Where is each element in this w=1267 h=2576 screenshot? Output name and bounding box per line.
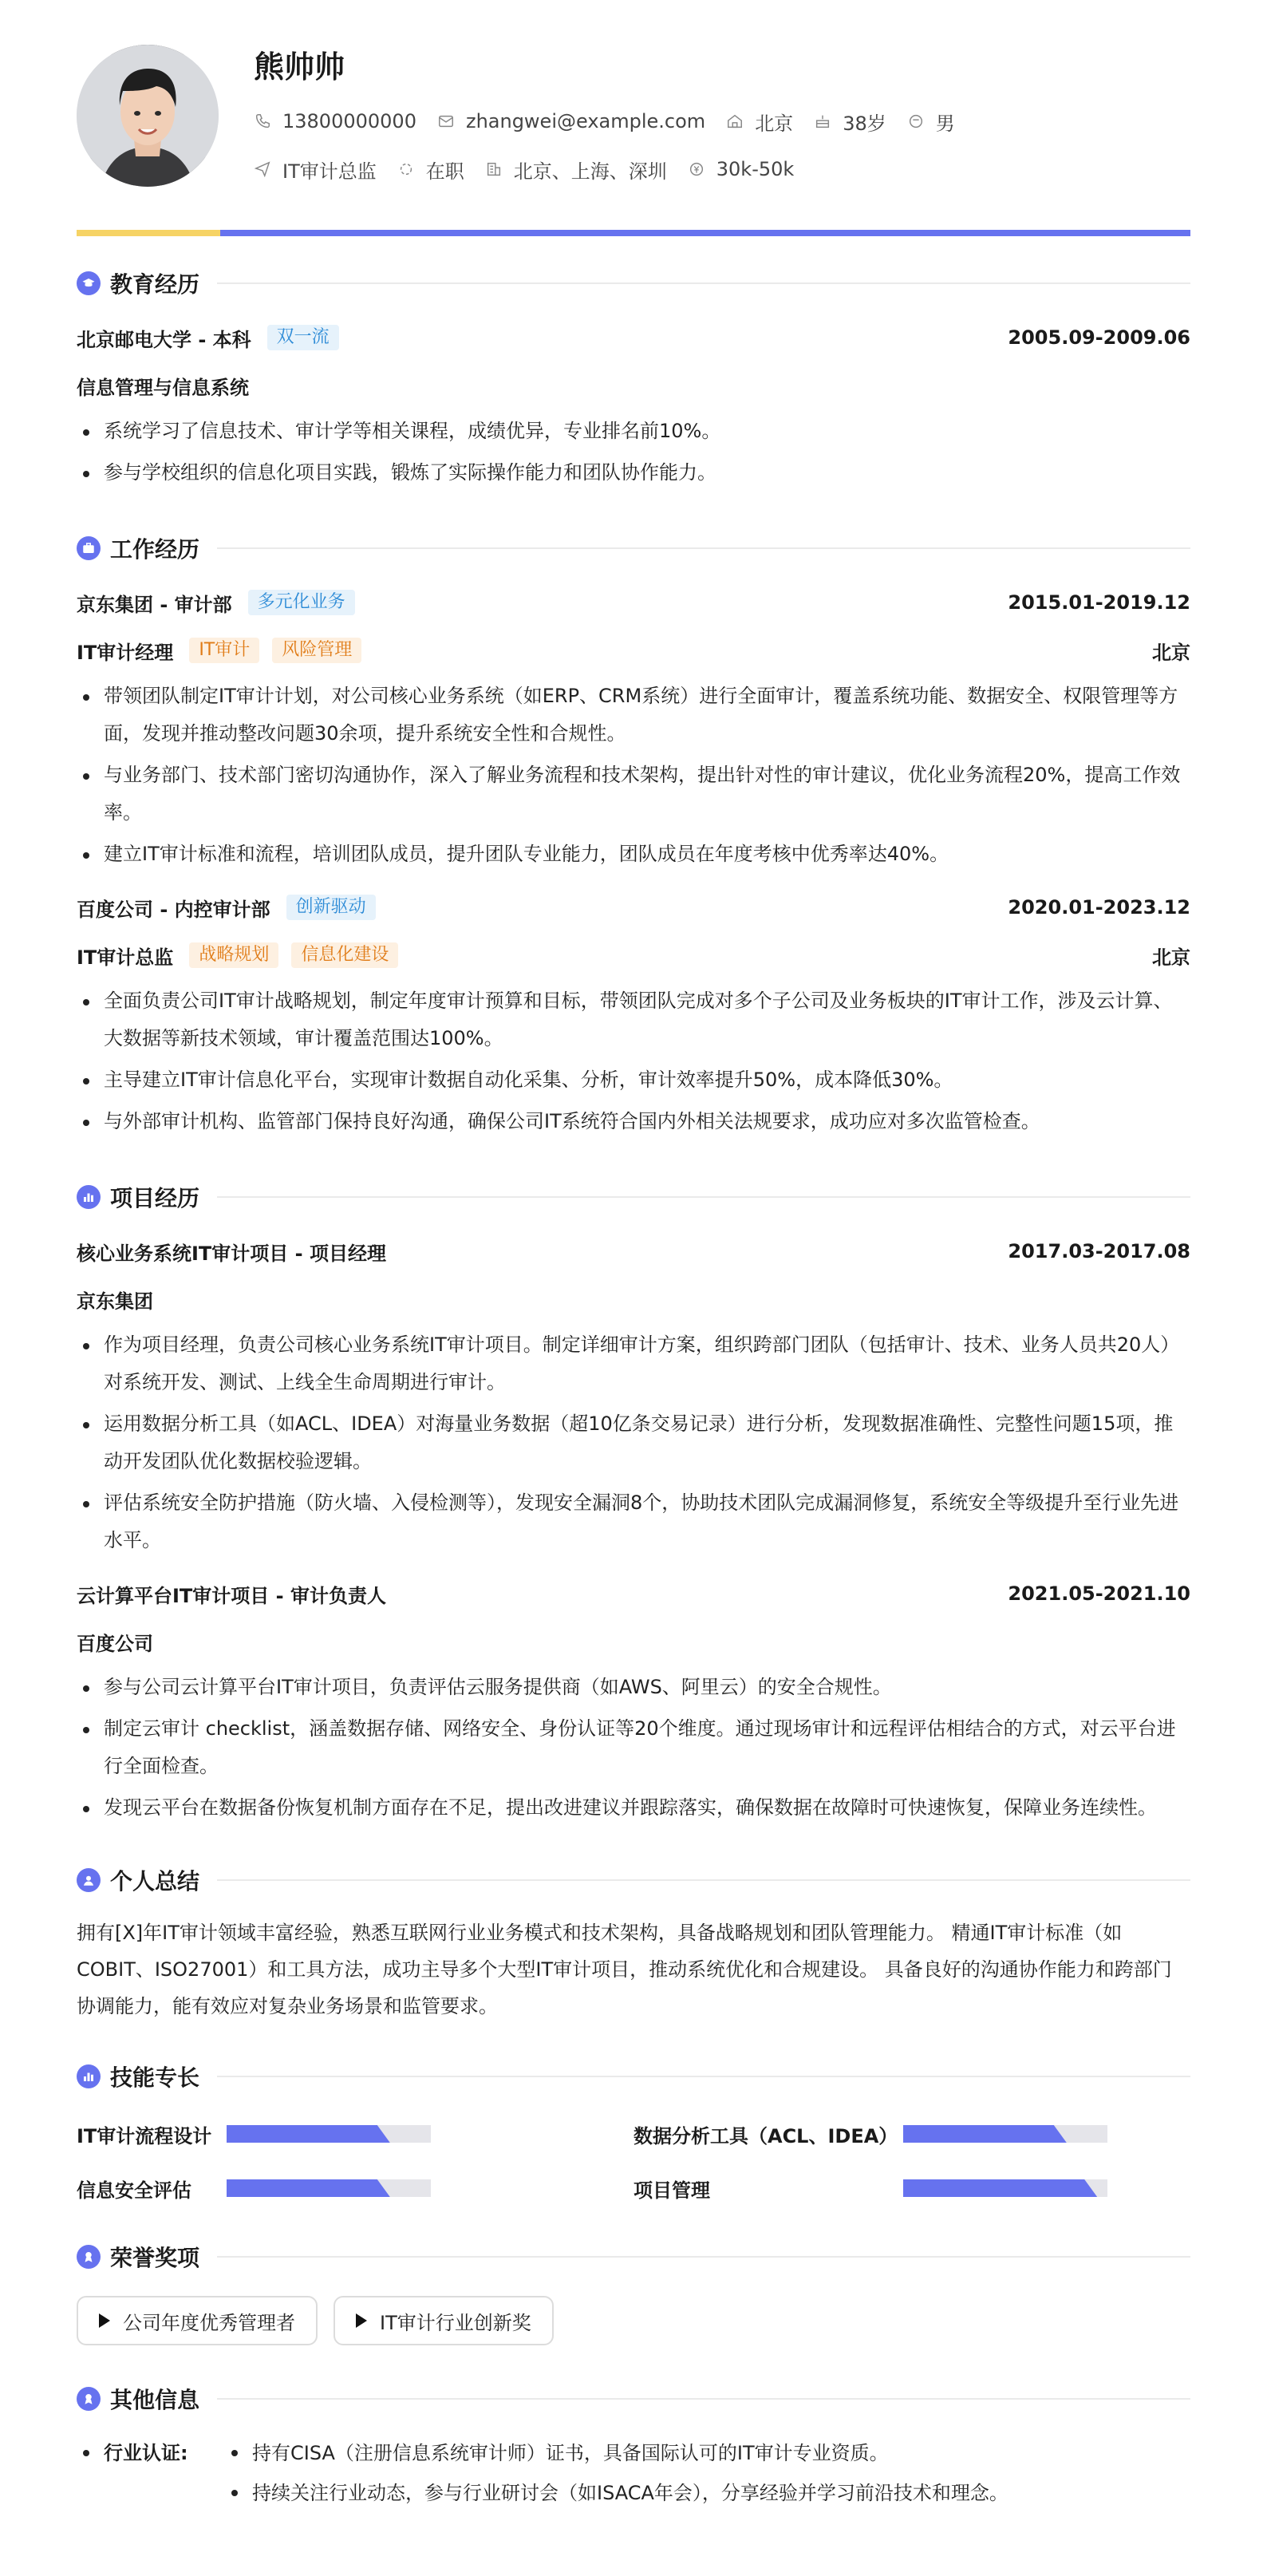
skill-name: 数据分析工具（ACL、IDEA） [634,2124,898,2147]
award-chip [334,2296,554,2345]
briefcase-icon [77,536,101,560]
certification-label: 行业认证: [77,2433,225,2513]
education-entry-head [77,321,1190,354]
education-bullets [77,410,1190,493]
project-bullets [77,1666,1190,1828]
list-item: 参与公司云计算平台IT审计项目，负责评估云服务提供商（如AWS、阿里云）的安全合规性。 [77,1666,1190,1708]
section-education [77,267,1190,300]
job-title: IT审计经理 [77,641,174,664]
list-item: 与业务部门、技术部门密切沟通协作，深入了解业务流程和技术架构，提出针对性的审计建议，优化业务流程20%，提高工作效率。 [77,754,1190,833]
award-label: IT审计行业创新奖 [380,2311,531,2334]
project-name: 核心业务系统IT审计项目 - 项目经理 [77,1242,386,1265]
work-title-row [77,634,1190,667]
project-org: 京东集团 [77,1290,153,1313]
skill-item [77,2168,634,2208]
cake-icon [814,113,831,130]
section-title-skills: 技能专长 [110,2064,200,2091]
project-bullets [77,1324,1190,1561]
play-icon [356,2313,367,2328]
user-icon [77,1868,101,1892]
send-icon [254,160,271,178]
gender-item [907,108,955,136]
project-org-row [77,1625,1190,1658]
play-icon [99,2313,110,2328]
project-name: 云计算平台IT审计项目 - 审计负责人 [77,1584,386,1607]
bar-chart-icon [77,1185,101,1209]
job-title: IT审计总监 [77,946,174,969]
skill-name: 项目管理 [634,2179,710,2202]
mail-icon [437,113,455,130]
skill-name: IT审计流程设计 [77,2124,212,2147]
list-item: 发现云平台在数据备份恢复机制方面存在不足，提出改进建议并跟踪落实，确保数据在故障时可快速恢复，保障业务连续性。 [77,1787,1190,1828]
list-item: 参与学校组织的信息化项目实践，锻炼了实际操作能力和团队协作能力。 [77,452,1190,493]
work-entry-head [77,891,1190,924]
city-item [726,108,793,136]
phone-icon [254,113,271,130]
project-org-row [77,1282,1190,1316]
job-tag: 战略规划 [189,942,278,968]
skill-bar [903,2179,1107,2197]
company-name: 百度公司 - 内控审计部 [77,898,270,921]
skill-bar [903,2125,1107,2143]
work-entry-head [77,586,1190,619]
bar-chart-icon [77,2064,101,2088]
job-tag: 风险管理 [272,638,361,663]
list-item: 持续关注行业动态，参与行业研讨会（如ISACA年会），分享经验并学习前沿技术和理念。 [225,2473,1190,2513]
list-item: 建立IT审计标准和流程，培训团队成员，提升团队专业能力，团队成员在年度考核中优秀率达40%。 [77,833,1190,875]
project-entry-head [77,1577,1190,1610]
project-org: 百度公司 [77,1632,153,1655]
company-tag: 创新驱动 [286,895,376,920]
summary-text: 拥有[X]年IT审计领域丰富经验，熟悉互联网行业业务模式和技术架构，具备战略规划和团队管理能力。 精通IT审计标准（如COBIT、ISO27001）和工具方法，成功主导多个大型IT审计项目，推动系统优化和合规建设。 具备良好的沟通协作能力和跨部门协调能力，能有效应对复杂业务场景和监管要求。 [77,1922,1172,2017]
candidate-name: 熊帅帅 [254,49,345,85]
city-text: 北京 [755,112,794,135]
list-item: 主导建立IT审计信息化平台，实现审计数据自动化采集、分析，审计效率提升50%，成本降低30%。 [77,1059,1190,1100]
loading-icon [397,160,415,178]
job-intent-row [254,148,976,190]
job-tag: 信息化建设 [291,942,398,968]
list-item: 持有CISA（注册信息系统审计师）证书，具备国际认可的IT审计专业资质。 [225,2433,1190,2473]
work-bullets [77,980,1190,1142]
email-text: zhangwei@example.com [465,110,706,132]
gender-icon [907,113,925,130]
contact-row [254,101,976,142]
education-major-row [77,369,1190,402]
coin-icon [688,160,705,178]
project-date: 2017.03-2017.08 [1008,1240,1190,1262]
company-name: 京东集团 - 审计部 [77,593,232,616]
list-item: 系统学习了信息技术、审计学等相关课程，成绩优异，专业排名前10%。 [77,410,1190,452]
project-date: 2021.05-2021.10 [1008,1582,1190,1605]
section-title-education: 教育经历 [110,271,200,298]
target-city-item [485,156,667,184]
work-location: 北京 [1152,946,1190,969]
age-item [814,108,886,136]
other-info [77,2433,1190,2513]
header-divider [77,230,1190,236]
award-label: 公司年度优秀管理者 [123,2311,295,2334]
skill-item [77,2114,634,2154]
email-item [437,110,705,132]
list-item: 作为项目经理，负责公司核心业务系统IT审计项目。制定详细审计方案，组织跨部门团队（包括审计、技术、业务人员共20人）对系统开发、测试、上线全生命周期进行审计。 [77,1324,1190,1403]
header-info [254,45,976,190]
work-title-row [77,938,1190,972]
position-item [254,156,377,184]
skill-item [634,2168,1190,2208]
work-date: 2015.01-2019.12 [1008,591,1190,614]
company-tag: 多元化业务 [248,590,355,615]
age-text: 38岁 [843,112,886,135]
target-city-text: 北京、上海、深圳 [513,160,667,183]
skill-fill [903,2179,1097,2197]
awards-list [77,2296,1190,2345]
skill-fill [903,2125,1067,2143]
work-bullets [77,675,1190,875]
skill-bar [227,2179,431,2197]
info-icon [77,2387,101,2411]
list-item: 运用数据分析工具（如ACL、IDEA）对海量业务数据（超10亿条交易记录）进行分析，发现数据准确性、完整性问题15项，推动开发团队优化数据校验逻辑。 [77,1403,1190,1482]
skills-grid [77,2114,1190,2208]
job-tag: IT审计 [189,638,259,663]
status-text: 在职 [425,160,464,183]
list-item: 与外部审计机构、监管部门保持良好沟通，确保公司IT系统符合国内外相关法规要求，成功应对多次监管检查。 [77,1100,1190,1142]
list-item: 评估系统安全防护措施（防火墙、入侵检测等），发现安全漏洞8个，协助技术团队完成漏洞修复，系统安全等级提升至行业先进水平。 [77,1482,1190,1561]
skill-item [634,2114,1190,2154]
section-title-other: 其他信息 [110,2387,200,2413]
award-chip [77,2296,318,2345]
resume-header [77,45,1190,227]
section-awards [77,2240,1190,2274]
certification-row [77,2433,1190,2513]
list-item: 全面负责公司IT审计战略规划，制定年度审计预算和目标，带领团队完成对多个子公司及业务板块的IT审计工作，涉及云计算、大数据等新技术领域，审计覆盖范围达100%。 [77,980,1190,1059]
section-title-awards: 荣誉奖项 [110,2245,200,2271]
skill-name: 信息安全评估 [77,2179,191,2202]
education-date: 2005.09-2009.06 [1008,326,1190,349]
skill-fill [227,2125,390,2143]
section-work [77,531,1190,565]
list-item: 带领团队制定IT审计计划，对公司核心业务系统（如ERP、CRM系统）进行全面审计，覆盖系统功能、数据安全、权限管理等方面，发现并推动整改问题30余项，提升系统安全性和合规性。 [77,675,1190,754]
project-entry-head [77,1235,1190,1268]
list-item: 制定云审计 checklist，涵盖数据存储、网络安全、身份认证等20个维度。通过现场审计和远程评估相结合的方式，对云平台进行全面检查。 [77,1708,1190,1787]
work-date: 2020.01-2023.12 [1008,896,1190,919]
avatar [77,45,219,187]
phone-text: 13800000000 [282,110,416,132]
status-item [397,156,464,184]
section-title-projects: 项目经历 [110,1185,200,1211]
phone-item [254,110,416,132]
skill-fill [227,2179,390,2197]
section-title-summary: 个人总结 [110,1868,200,1894]
school-tag: 双一流 [267,325,339,350]
certification-list [225,2433,1190,2513]
section-summary [77,1863,1190,1897]
graduation-cap-icon [77,271,101,295]
salary-text: 30k-50k [716,158,795,180]
section-skills [77,2060,1190,2093]
gender-text: 男 [935,112,955,135]
skill-bar [227,2125,431,2143]
school-name: 北京邮电大学 - 本科 [77,328,251,351]
section-other [77,2382,1190,2416]
major-name: 信息管理与信息系统 [77,376,249,399]
award-icon [77,2245,101,2269]
salary-item [688,158,795,180]
work-location: 北京 [1152,641,1190,664]
section-title-work: 工作经历 [110,536,200,563]
position-text: IT审计总监 [282,160,377,183]
building-icon [485,160,503,178]
section-projects [77,1180,1190,1214]
home-icon [726,113,744,130]
